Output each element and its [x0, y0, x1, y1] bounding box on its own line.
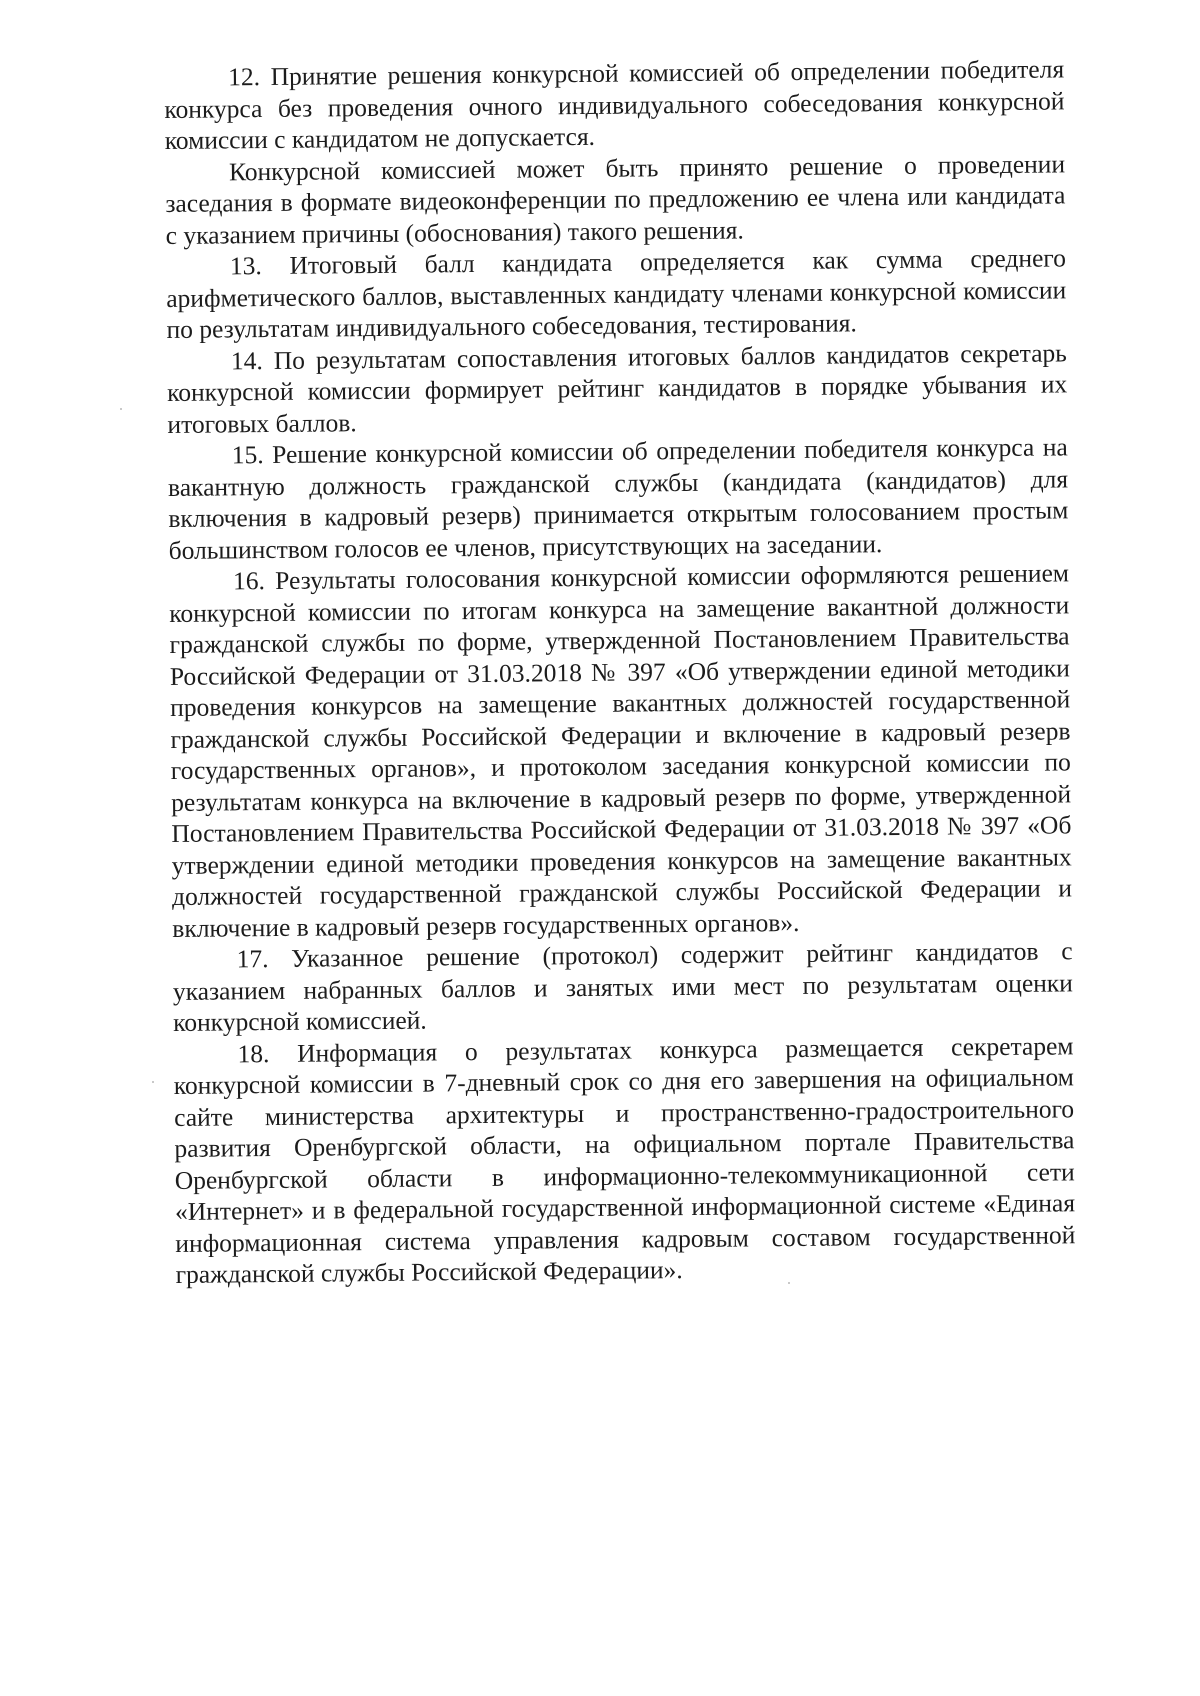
- scan-speck: [120, 408, 122, 410]
- paragraph-12-videoconference: Конкурсной комиссией может быть принято решение о проведении заседания в формате видеоконференции по предложению ее члена или кандидата с указанием причины (обоснования) такого решения.: [165, 148, 1066, 250]
- paragraph-18: 18. Информация о результатах конкурса размещается секретарем конкурсной комиссии в 7-дневный срок со дня его завершения на официальном сайте министерства архитектуры и пространственно-градостроительного развития Оренбургской области, на официальном портале Правительства Оренбургской области в информационно-телекоммуникационной сети «Интернет» и в федеральной государственной информационной системе «Единая информационная система управления кадровым составом государственной гражданской службы Российской Федерации».: [173, 1030, 1076, 1289]
- paragraph-17: 17. Указанное решение (протокол) содержит рейтинг кандидатов с указанием набранных баллов и занятых ими мест по результатам оценки конкурсной комиссией.: [172, 936, 1074, 1037]
- paragraph-16: 16. Результаты голосования конкурсной комиссии оформляются решением конкурсной комиссии по итогам конкурса на замещение вакантной должности гражданской службы по форме, утвержденной Постановлением Правительства Российской Федерации от 31.03.2018 № 397 «Об утверждении единой методики проведения конкурсов на замещение вакантных должностей государственной гражданской службы Российской Федерации и включение в кадровый резерв государственных органов», и протоколом заседания конкурсной комиссии по результатам конкурса на включение в кадровый резерв по форме, утвержденной Постановлением Правительства Российской Федерации от 31.03.2018 № 397 «Об утверждении единой методики проведения конкурсов на замещение вакантных должностей государственной гражданской службы Российской Федерации и включение в кадровый резерв государственных органов».: [169, 558, 1073, 943]
- scan-speck: [788, 1282, 790, 1284]
- paragraph-12: 12. Принятие решения конкурсной комиссией об определении победителя конкурса без проведения очного индивидуального собеседования конкурсной комиссии с кандидатом не допускается.: [164, 54, 1065, 155]
- paragraph-13: 13. Итоговый балл кандидата определяется как сумма среднего арифметического баллов, выставленных кандидату членами конкурсной комиссии по результатам индивидуального собеседования, тестирования.: [166, 243, 1067, 344]
- paragraph-14: 14. По результатам сопоставления итоговых баллов кандидатов секретарь конкурсной комиссии формирует рейтинг кандидатов в порядке убывания их итоговых баллов.: [167, 337, 1068, 439]
- paragraph-15: 15. Решение конкурсной комиссии об определении победителя конкурса на вакантную должность гражданской службы (кандидата (кандидатов) для включения в кадровый резерв) принимается открытым голосованием простым большинством голосов ее членов, присутствующих на заседании.: [167, 432, 1069, 565]
- scan-speck: [152, 1081, 154, 1083]
- document-body: [164, 53, 1076, 1290]
